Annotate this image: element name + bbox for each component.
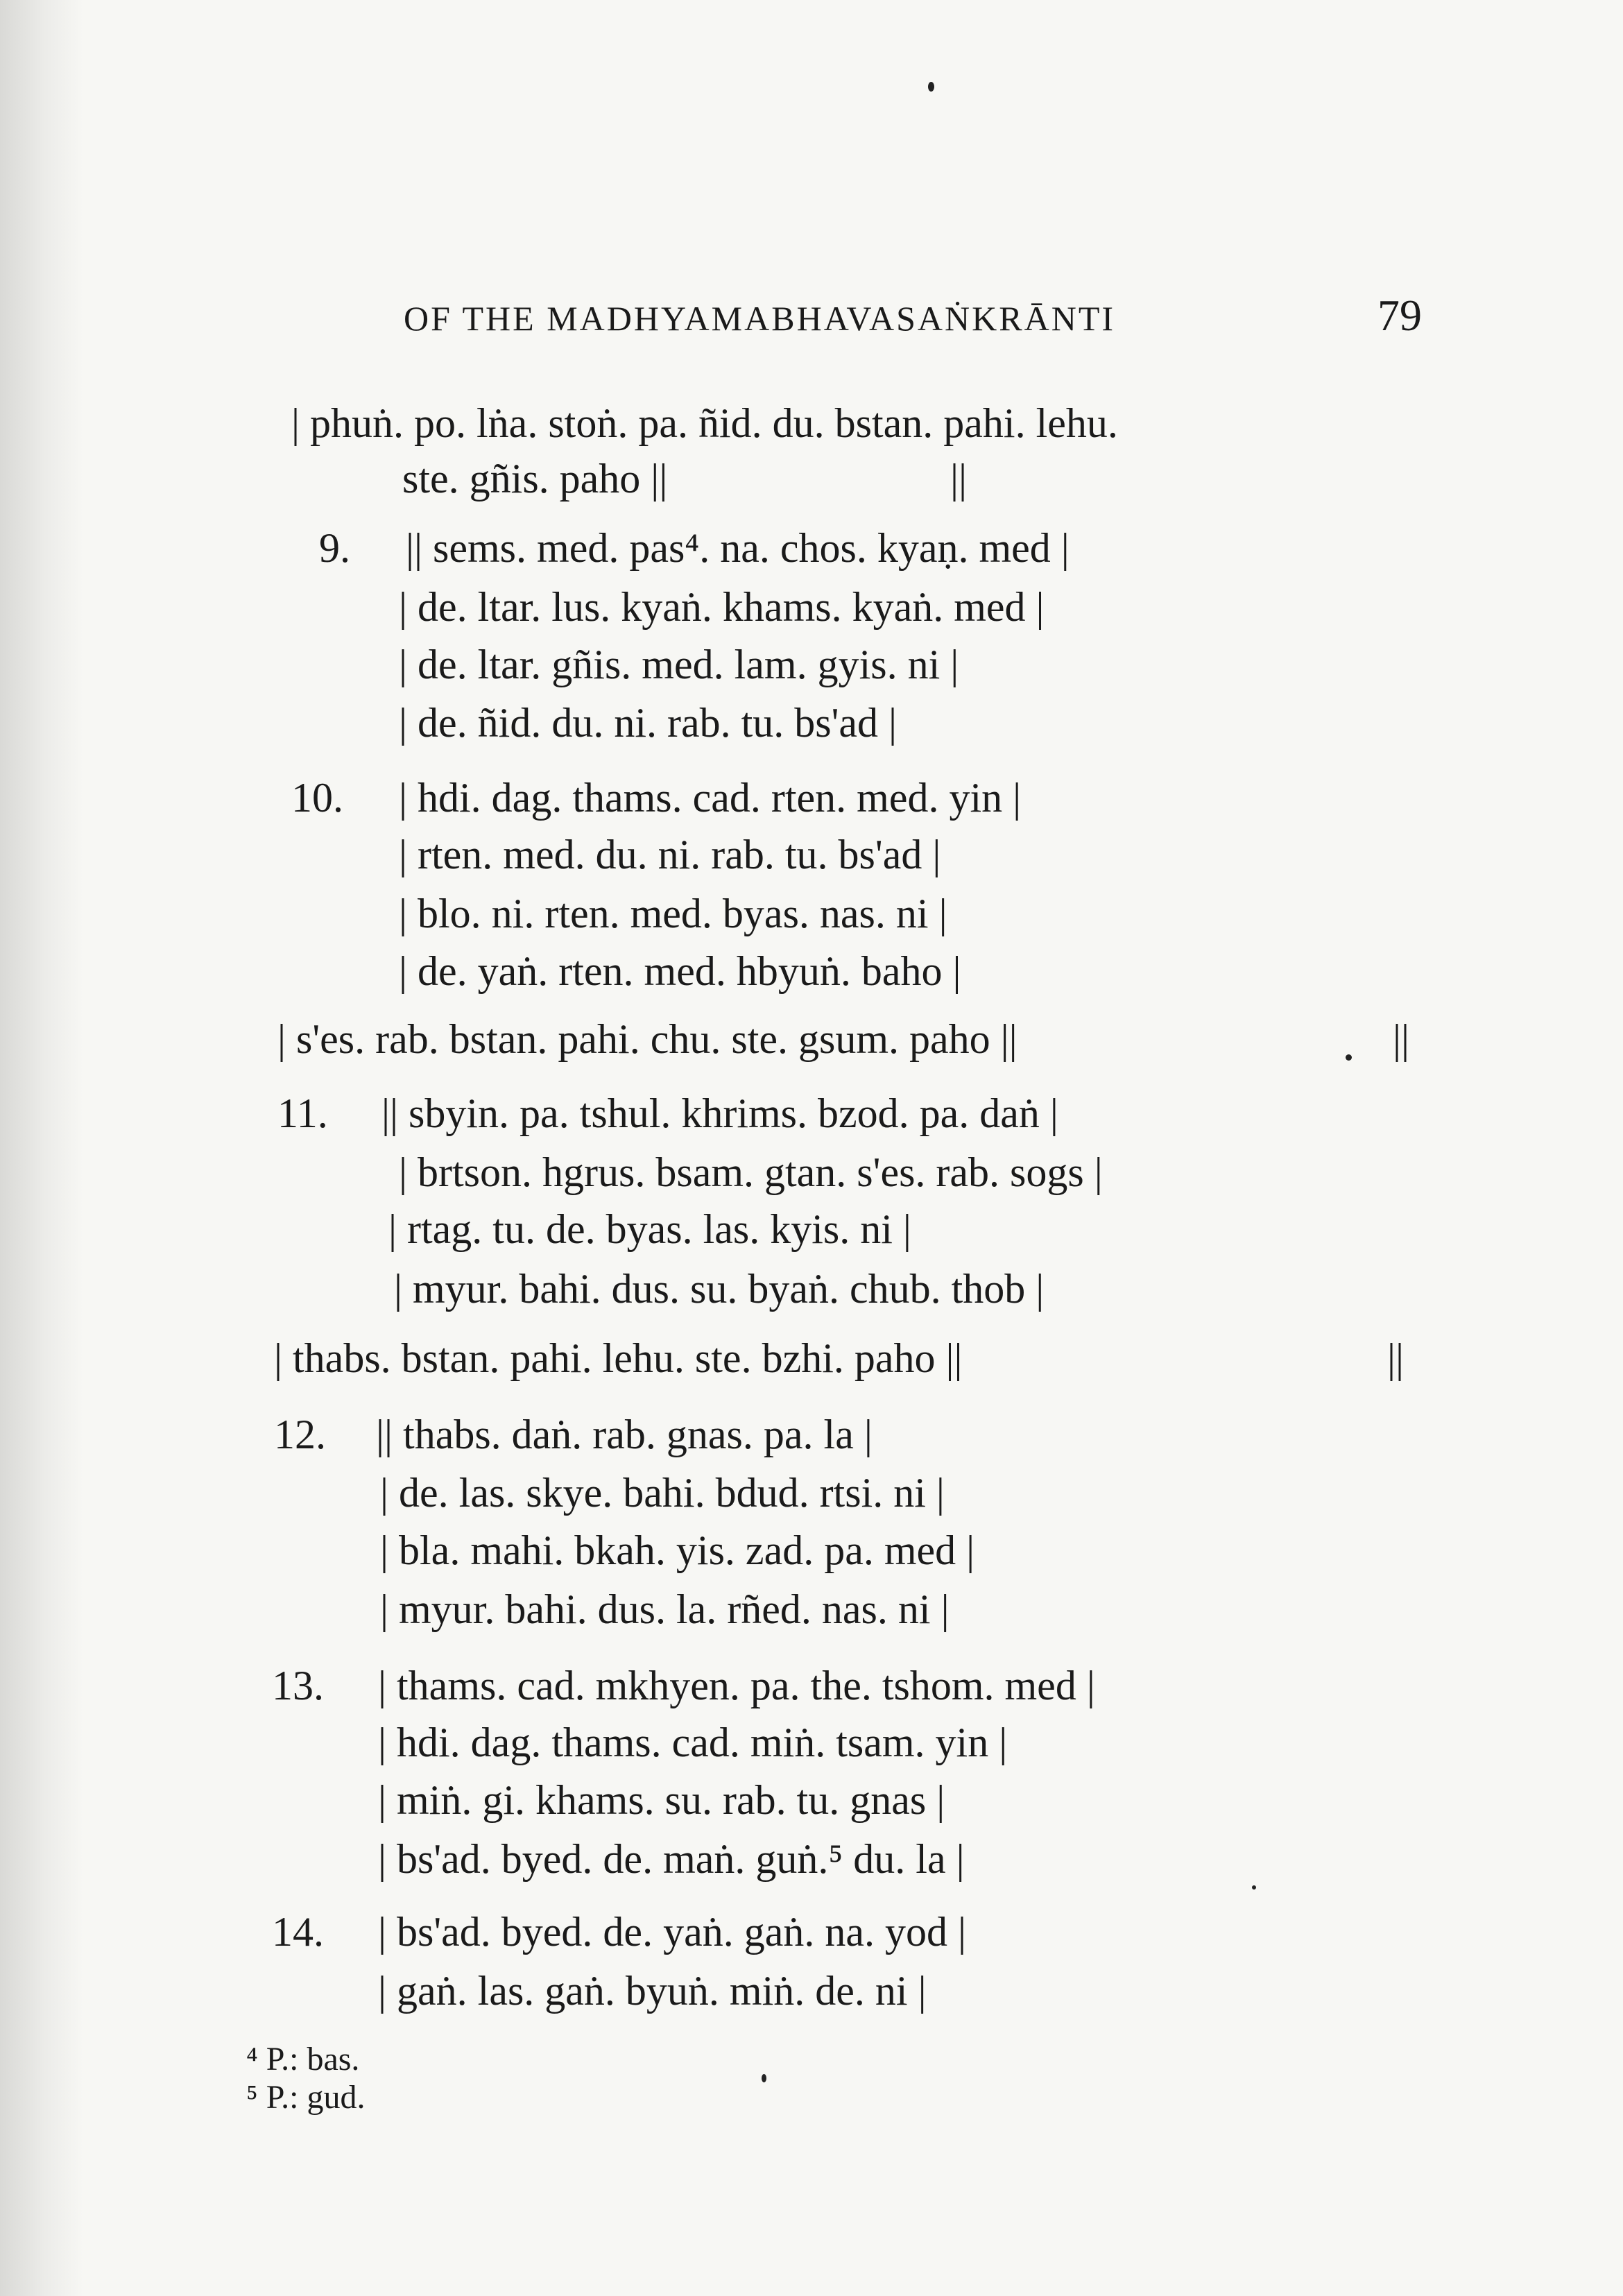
text-line: | gaṅ. las. gaṅ. byuṅ. miṅ. de. ni | [378, 1968, 927, 2014]
text-line: | miṅ. gi. khams. su. rab. tu. gnas | [378, 1777, 945, 1823]
text-line: | hdi. dag. thams. cad. miṅ. tsam. yin | [378, 1720, 1008, 1765]
text-line: | myur. bahi. dus. la. rñed. nas. ni | [380, 1586, 950, 1632]
text-line: | de. yaṅ. rten. med. hbyuṅ. baho | [399, 948, 961, 994]
footnote: ⁵ P.: gud. [246, 2079, 366, 2116]
text-line: | hdi. dag. thams. cad. rten. med. yin | [399, 775, 1022, 821]
text-line: | de. ltar. lus. kyaṅ. khams. kyaṅ. med | [399, 584, 1045, 630]
text-line: | de. ñid. du. ni. rab. tu. bs'ad | [399, 700, 898, 746]
ink-speck [1252, 1885, 1256, 1890]
trailing-double-bar: || [1393, 1016, 1410, 1062]
trailing-double-bar: || [950, 456, 968, 502]
text-line: || sems. med. pas⁴. na. chos. kyaṇ. med | [406, 525, 1070, 571]
running-header-title: OF THE MADHYAMABHAVASAṄKRĀNTI [404, 299, 1116, 338]
text-line: | de. ltar. gñis. med. lam. gyis. ni | [399, 642, 959, 687]
ink-speck [1346, 1054, 1352, 1061]
verse-number: 9. [319, 525, 350, 571]
text-line: | rtag. tu. de. byas. las. kyis. ni | [388, 1206, 911, 1252]
text-line: | bla. mahi. bkah. yis. zad. pa. med | [380, 1527, 975, 1573]
verse-number: 12. [274, 1412, 326, 1457]
ink-speck [762, 2074, 766, 2082]
trailing-double-bar: || [1387, 1335, 1405, 1381]
verse-number: 14. [272, 1909, 324, 1955]
ink-speck [928, 82, 934, 92]
text-line: | bs'ad. byed. de. maṅ. guṅ.⁵ du. la | [378, 1836, 965, 1882]
text-line: | de. las. skye. bahi. bdud. rtsi. ni | [380, 1470, 945, 1516]
text-line: | s'es. rab. bstan. pahi. chu. ste. gsum. paho || [277, 1016, 1017, 1062]
text-line: | thams. cad. mkhyen. pa. the. tshom. med | [378, 1663, 1095, 1708]
verse-number: 13. [272, 1663, 324, 1708]
text-line: | bs'ad. byed. de. yaṅ. gaṅ. na. yod | [378, 1909, 966, 1955]
text-line: | blo. ni. rten. med. byas. nas. ni | [399, 891, 947, 936]
verse-number: 11. [277, 1090, 328, 1136]
text-line: || sbyin. pa. tshul. khrims. bzod. pa. daṅ | [381, 1090, 1058, 1136]
text-line: | phuṅ. po. lṅa. stoṅ. pa. ñid. du. bstan. pahi. lehu. [291, 400, 1118, 446]
verse-number: 10. [291, 775, 343, 821]
page-number: 79 [1377, 291, 1422, 340]
text-line: | myur. bahi. dus. su. byaṅ. chub. thob | [394, 1266, 1045, 1312]
text-line: | brtson. hgrus. bsam. gtan. s'es. rab. sogs | [399, 1149, 1103, 1195]
footnote: ⁴ P.: bas. [246, 2041, 360, 2077]
text-line: | rten. med. du. ni. rab. tu. bs'ad | [399, 832, 941, 877]
text-line: || thabs. daṅ. rab. gnas. pa. la | [376, 1412, 873, 1457]
text-line: | thabs. bstan. pahi. lehu. ste. bzhi. paho || [274, 1335, 963, 1381]
text-line: ste. gñis. paho || [402, 456, 668, 502]
